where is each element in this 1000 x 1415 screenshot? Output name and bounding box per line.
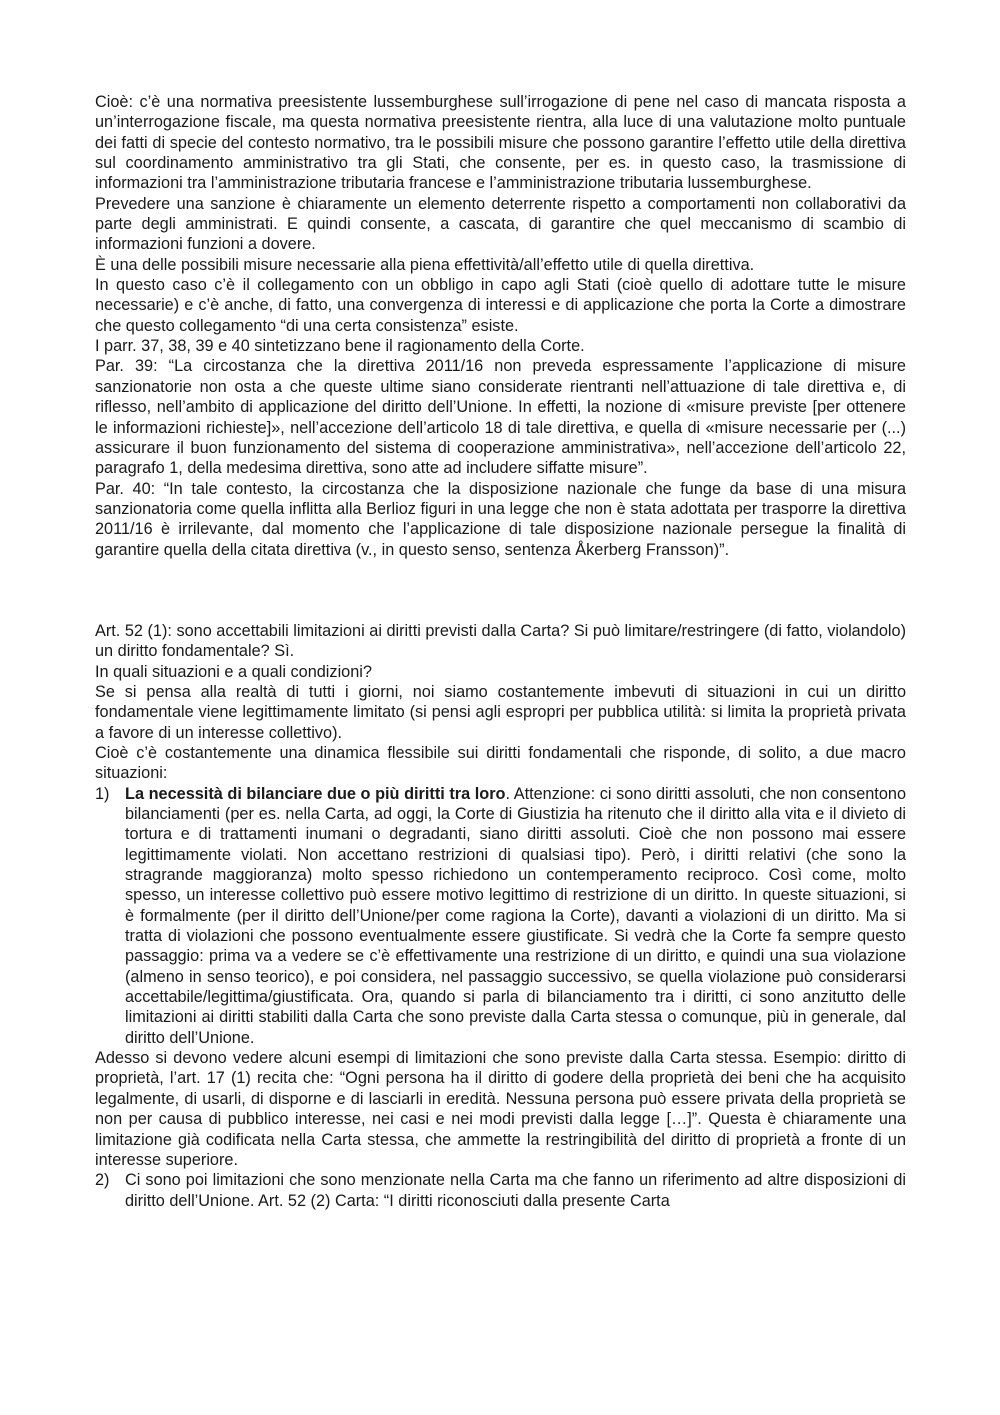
list-item-text: . Attenzione: ci sono diritti assoluti, che non consentono bilanciamenti (per es. nella Carta, ad oggi, la Corte di Giustizia ha ritenuto che il diritto alla vita e il divieto di tortura e di trattamenti inumani o degradanti, siano diritti assoluti. Cioè che non possono mai essere legittimamente violati. Non accettano restrizioni di qualsiasi tipo). Però, i diritti relativi (che sono la stragrande maggioranza) molto spesso richiedono un contemperamento reciproco. Così come, molto spesso, un interesse collettivo può essere motivo legittimo di restrizione di un diritto. In queste situazioni, si è formalmente (per il diritto dell’Unione/per come ragiona la Corte), davanti a violazioni di un diritto. Ma si tratta di violazioni che possono eventualmente essere giustificate. Si vedrà che la Corte fa sempre questo passaggio: prima va a vedere se c’è effettivamente una restrizione di un diritto, e quindi una sua violazione (almeno in senso teorico), e poi considera, nel passaggio successivo, se quella violazione può considerarsi accettabile/legittima/giustificata. Ora, quando si parla di bilanciamento tra i diritti, ci sono anzitutto delle limitazioni ai diritti stabiliti dalla Carta che sono previste dalla Carta stessa o comunque, più in generale, dal diritto dell’Unione.	[125, 784, 906, 1047]
list-item	[95, 784, 906, 1048]
paragraph: I parr. 37, 38, 39 e 40 sintetizzano bene il ragionamento della Corte.	[95, 337, 585, 356]
paragraph: In questo caso c’è il collegamento con un obbligo in capo agli Stati (cioè quello di adottare tutte le misure necessarie) e c’è anche, di fatto, una convergenza di interessi e di applicazione che porta la Corte a dimostrare che questo collegamento “di una certa consistenza” esiste.	[95, 276, 906, 335]
list-item-text: Ci sono poi limitazioni che sono menzionate nella Carta ma che fanno un riferimento ad altre disposizioni di diritto dell’Unione. Art. 52 (2) Carta: “I diritti riconosciuti dalla presente Carta	[125, 1171, 906, 1210]
paragraph: È una delle possibili misure necessarie alla piena effettività/all’effetto utile di quella direttiva.	[95, 255, 755, 274]
numbered-list	[95, 1170, 906, 1211]
paragraph: Prevedere una sanzione è chiaramente un elemento deterrente rispetto a comportamenti non collaborativi da parte degli amministrati. E quindi consente, a cascata, di garantire che quel meccanismo di scambio di informazioni funzioni a dovere.	[95, 194, 906, 254]
list-item-heading: La necessità di bilanciare due o più diritti tra loro	[125, 784, 506, 803]
paragraph: In quali situazioni e a quali condizioni?	[95, 662, 372, 681]
paragraph: Adesso si devono vedere alcuni esempi di limitazioni che sono previste dalla Carta stessa. Esempio: diritto di proprietà, l’art. 17 (1) recita che: “Ogni persona ha il diritto di godere della proprietà dei beni che ha acquisito legalmente, di usarli, di disporne e di lasciarli in eredità. Nessuna persona può essere privata della proprietà se non per causa di pubblico interesse, nei casi e nei modi previsti dalla legge […]”. Questa è chiaramente una limitazione già codificata nella Carta stessa, che ammette la restringibilità del diritto di proprietà a fronte di un interesse superiore.	[95, 1049, 906, 1169]
list-number: 2)	[95, 1171, 110, 1190]
paragraph: Cioè: c’è una normativa preesistente lussemburghese sull’irrogazione di pene nel caso di mancata risposta a un’interrogazione fiscale, ma questa normativa preesistente rientra, alla luce di una valutazione molto puntuale dei fatti di specie del contesto normativo, tra le possibili misure che possono garantire l’effetto utile della direttiva sul coordinamento amministrativo tra gli Stati, che consente, per es. in questo caso, la trasmissione di informazioni tra l’amministrazione tributaria francese e l’amministrazione tributaria lussemburghese.	[95, 93, 906, 193]
paragraph: Cioè c’è costantemente una dinamica flessibile sui diritti fondamentali che risponde, di solito, a due macro situazioni:	[95, 743, 906, 783]
quote-paragraph-39: Par. 39: “La circostanza che la direttiva 2011/16 non preveda espressamente l’applicazione di misure sanzionatorie non osta a che queste ultime siano considerate rientranti nell’attuazione di tale direttiva e, di riflesso, nell’ambito di applicazione del diritto dell’Unione. In effetti, la nozione di «misure previste [per ottenere le informazioni richieste]», nell’accezione dell’articolo 18 di tale direttiva, e quella di «misure necessarie per (...) assicurare il buon funzionamento del sistema di cooperazione amministrativa», nell’accezione dell’articolo 22, paragrafo 1, della medesima direttiva, sono atte ad includere siffatte misure”.	[95, 357, 906, 478]
paragraph: Art. 52 (1): sono accettabili limitazioni ai diritti previsti dalla Carta? Si può limitare/restringere (di fatto, violandolo) un diritto fondamentale? Sì.	[95, 621, 906, 661]
section-gap	[95, 560, 906, 621]
list-item	[95, 1170, 906, 1211]
quote-paragraph-40: Par. 40: “In tale contesto, la circostanza che la disposizione nazionale che funge da base di una misura sanzionatoria come quella inflitta alla Berlioz figuri in una legge che non è stata adottata per trasporre la direttiva 2011/16 è irrilevante, dal momento che l’applicazione di tale disposizione nazionale persegue la finalità di garantire quella della citata direttiva (v., in questo senso, sentenza Åkerberg Fransson)”.	[95, 479, 906, 559]
paragraph: Se si pensa alla realtà di tutti i giorni, noi siamo costantemente imbevuti di situazioni in cui un diritto fondamentale viene legittimamente limitato (si pensi agli espropri per pubblica utilità: si limita la proprietà privata a favore di un interesse collettivo).	[95, 682, 906, 742]
list-number: 1)	[95, 784, 110, 803]
numbered-list	[95, 784, 906, 1048]
